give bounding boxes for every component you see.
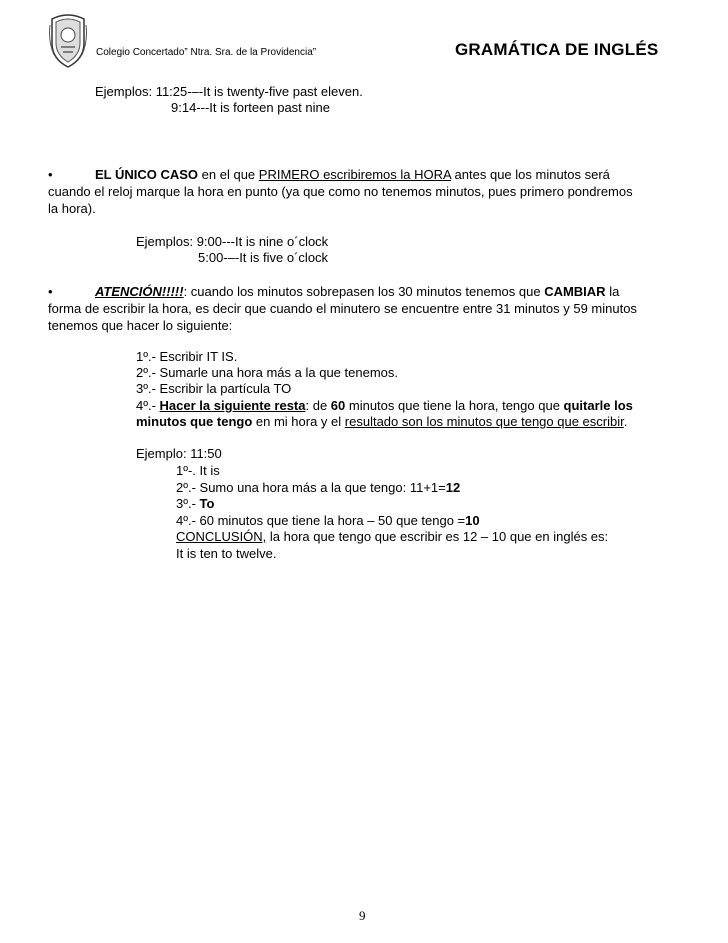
text-line: la hora).: [48, 201, 96, 216]
example-step: 1º-. It is: [176, 463, 220, 478]
text-line: tenemos que hacer lo siguiente:: [48, 318, 233, 333]
bold-text: quitarle los: [563, 398, 633, 413]
bold-text: CAMBIAR: [544, 284, 606, 299]
bold-text: To: [199, 496, 215, 511]
subject-title: GRAMÁTICA DE INGLÉS: [455, 40, 659, 59]
conclusion-line: [176, 528, 608, 545]
text: .: [623, 414, 628, 429]
lead-text: ATENCIÓN!!!!!: [95, 284, 184, 299]
example-answer: It is ten to twelve.: [176, 546, 277, 561]
example-step: [176, 512, 480, 529]
text: 3º.-: [176, 496, 200, 511]
underlined-text: CONCLUSIÓN,: [176, 529, 267, 544]
text: 4º.-: [136, 398, 160, 413]
school-name: Colegio Concertado” Ntra. Sra. de la Providencia”: [96, 47, 317, 58]
step-3: 3º.- Escribir la partícula TO: [136, 381, 292, 396]
step-4-line-1: [136, 397, 633, 414]
bold-text: 60: [330, 398, 346, 413]
example-line: 5:00-–-It is five o´clock: [198, 250, 329, 265]
example-line: Ejemplos: 11:25-–-It is twenty-five past eleven.: [95, 84, 363, 99]
text: : de: [305, 398, 331, 413]
underlined-text: resultado son los minutos que tengo que escribir: [344, 414, 624, 429]
text: la: [605, 284, 620, 299]
step-1: 1º.- Escribir IT IS.: [136, 349, 238, 364]
page-number: 9: [359, 908, 366, 923]
example-line: 9:14---It is forteen past nine: [171, 100, 330, 115]
step-2: 2º.- Sumarle una hora más a la que tenemos.: [136, 365, 398, 380]
lead-text: EL ÚNICO CASO: [95, 167, 199, 182]
paragraph-unico-caso: [48, 166, 684, 217]
school-crest-icon: [48, 13, 88, 69]
text-line: cuando el reloj marque la hora en punto (ya que como no tenemos minutos, pues primero pondremos: [48, 184, 633, 199]
example-line: Ejemplos: 9:00---It is nine o´clock: [136, 234, 329, 249]
underlined-bold-text: Hacer la siguiente resta: [159, 398, 306, 413]
text: la hora que tengo que escribir es 12 – 10 que en inglés es:: [266, 529, 609, 544]
example-step: [176, 495, 214, 512]
bullet-marker: •: [48, 284, 53, 299]
underlined-text: PRIMERO escribiremos la HORA: [258, 167, 451, 182]
bullet-marker: •: [48, 167, 53, 182]
text: antes que los minutos será: [450, 167, 610, 182]
example-title: Ejemplo: 11:50: [136, 446, 222, 461]
bold-text: minutos que tengo: [136, 414, 253, 429]
text-line: forma de escribir la hora, es decir que cuando el minutero se encuentre entre 31 minutos y 59 minutos: [48, 301, 637, 316]
text: : cuando los minutos sobrepasen los 30 minutos tenemos que: [183, 284, 545, 299]
paragraph-atencion: [48, 283, 684, 334]
bold-text: 10: [465, 513, 480, 528]
text: minutos que tiene la hora, tengo que: [345, 398, 564, 413]
step-4-line-2: [136, 413, 627, 430]
bold-text: 12: [445, 480, 461, 495]
text: en mi hora y el: [252, 414, 345, 429]
text: 2º.- Sumo una hora más a la que tengo: 11+1=: [176, 480, 446, 495]
example-step: [176, 479, 460, 496]
text: en el que: [198, 167, 259, 182]
text: 4º.- 60 minutos que tiene la hora – 50 que tengo =: [176, 513, 466, 528]
